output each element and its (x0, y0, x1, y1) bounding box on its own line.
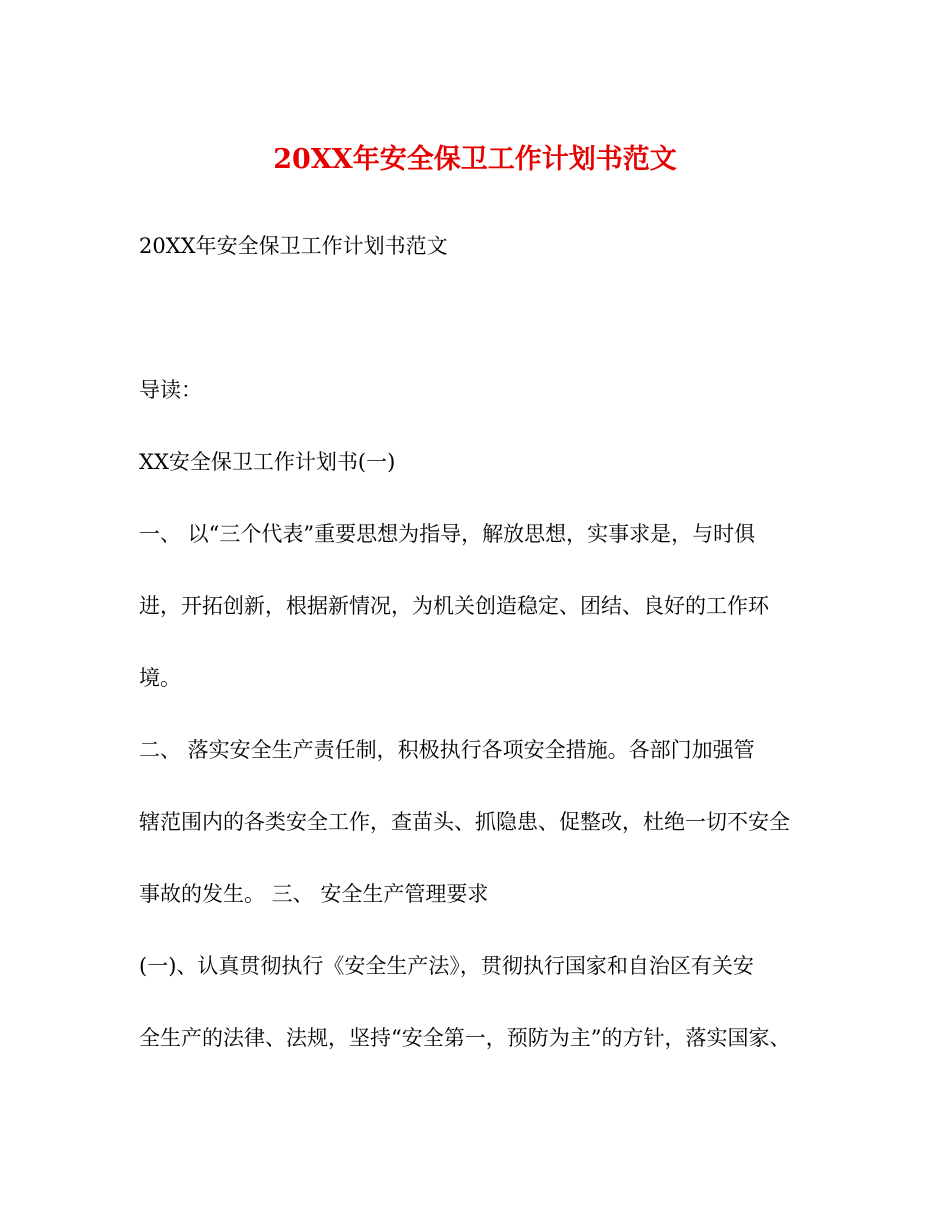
body-line-intro: 导读： (139, 378, 202, 402)
body-line: 境。 (139, 666, 181, 690)
blank-line (139, 282, 819, 354)
body-line: (一)、认真贯彻执行《安全生产法》，贯彻执行国家和自治区有关安 (139, 954, 754, 978)
document-body (139, 210, 819, 1074)
body-line: 一、 以“三个代表”重要思想为指导，解放思想，实事求是，与时俱 (139, 522, 756, 546)
body-line: 全生产的法律、法规，坚持“安全第一，预防为主”的方针，落实国家、 (139, 1026, 791, 1050)
body-line: 进，开拓创新，根据新情况，为机关创造稳定、团结、良好的工作环 (139, 594, 769, 618)
body-line: 辖范围内的各类安全工作，查苗头、抓隐患、促整改，杜绝一切不安全 (139, 810, 790, 834)
body-line-section-heading: XX安全保卫工作计划书(一) (139, 450, 396, 474)
body-line-subtitle: 20XX年安全保卫工作计划书范文 (139, 234, 448, 258)
body-line: 事故的发生。 三、 安全生产管理要求 (139, 882, 489, 906)
document-title: 20XX年安全保卫工作计划书范文 (273, 144, 677, 175)
body-line: 二、 落实安全生产责任制，积极执行各项安全措施。各部门加强管 (139, 738, 755, 762)
